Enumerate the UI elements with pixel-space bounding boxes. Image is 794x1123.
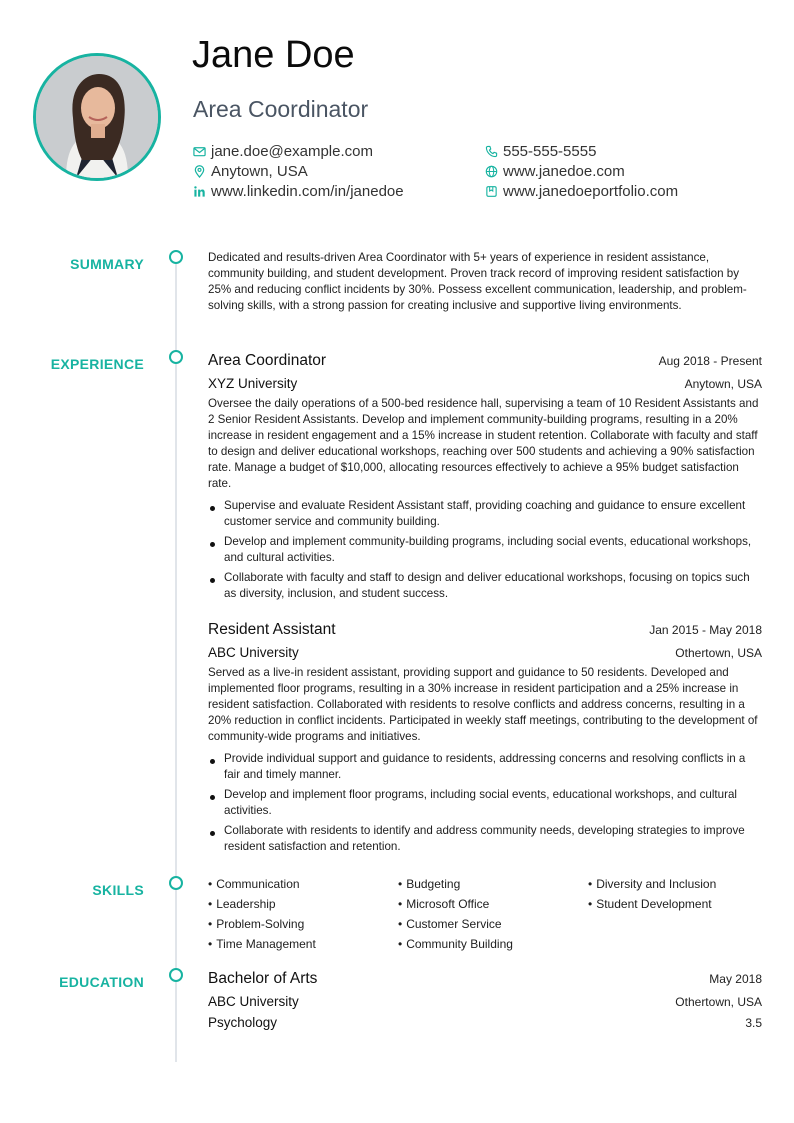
timeline-dot-skills [169,876,183,890]
job-location: Othertown, USA [675,646,762,660]
education-item [208,970,762,1030]
section-label-skills: SKILLS [92,882,144,898]
skill-item: • Leadership [208,896,398,912]
skills-section [208,876,762,952]
skill-item: • Microsoft Office [398,896,588,912]
contact-portfolio-text: www.janedoeportfolio.com [503,183,679,200]
summary-section [208,250,762,314]
timeline-line [175,262,177,1062]
job-dates: Jan 2015 - May 2018 [649,623,762,637]
section-label-summary: SUMMARY [70,256,144,272]
bullet-item: Supervise and evaluate Resident Assistant staff, providing coaching and guidance to ensure excellent customer service and community building. [208,498,762,530]
contact-portfolio[interactable] [485,183,678,200]
bullet-item: Collaborate with residents to identify and address community needs, developing strategies to improve resident satisfaction and retention. [208,823,762,855]
skill-item: • Problem-Solving [208,916,398,932]
globe-icon [485,165,498,178]
profile-photo-illustration [36,56,158,178]
timeline-dot-education [169,968,183,982]
summary-text: Dedicated and results-driven Area Coordinator with 5+ years of experience in resident assistance, community building, and student development. Proven track record of improving resident satisfaction by 25% and reducing conflict incidents by 30%. Possess excellent communication, leadership, and problem-solving skills, with a strong passion for creating inclusive and supportive living environments. [208,251,747,312]
education-field: Psychology [208,1015,278,1030]
candidate-name: Jane Doe [192,34,355,76]
timeline-dot-summary [169,250,183,264]
contact-location [193,163,308,180]
education-gpa: 3.5 [745,1016,762,1030]
mail-icon [193,145,206,158]
skill-item: • Time Management [208,936,398,952]
job-role: Area Coordinator [208,352,327,369]
job-location: Anytown, USA [684,377,762,391]
education-location: Othertown, USA [675,995,762,1009]
skill-item: • Diversity and Inclusion [588,876,762,892]
job-organization: XYZ University [208,376,298,391]
job-description: Oversee the daily operations of a 500-bed residence hall, supervising a team of 10 Resident Assistants and 2 Senior Resident Assistants. Develop and implement community-building programs, resulting in a 20% increase in resident engagement and a 15% increase in student retention. Collaborate with faculty and staff to design and deliver educational workshops, reaching over 500 students and achieving a 90% satisfaction rate. Manage a budget of $10,000, allocating resources effectively to achieve a 95% budget satisfaction rate. [208,397,759,490]
contact-website[interactable] [485,163,625,180]
profile-photo [33,53,161,181]
education-school: ABC University [208,994,299,1009]
phone-icon [485,145,498,158]
job-description: Served as a live-in resident assistant, providing support and guidance to 50 residents. Developed and implemented floor programs, resulting in a 30% increase in resident participation and a 25% increase in resident satisfaction. Collaborated with residents to resolve conflicts and address concerns, resulting in a 20% reduction in conflict incidents. Participated in weekly staff meetings, contributing to the development of community-wide programs and initiatives. [208,666,758,743]
contact-location-text: Anytown, USA [211,163,308,180]
contact-phone-text: 555-555-5555 [503,143,597,160]
skill-item: • Student Development [588,896,762,912]
skills-grid [208,876,762,952]
experience-item [208,352,762,606]
contact-email[interactable] [193,143,373,160]
bullet-item: Collaborate with faculty and staff to design and deliver educational workshops, focusing on topics such as diversity, inclusion, and student success. [208,570,762,602]
job-dates: Aug 2018 - Present [658,354,762,368]
education-degree: Bachelor of Arts [208,970,318,987]
bullet-item: Provide individual support and guidance to residents, addressing concerns and resolving conflicts in a fair and timely manner. [208,751,762,783]
contact-linkedin[interactable] [193,183,404,200]
skill-item: • Customer Service [398,916,588,932]
portfolio-icon [485,185,498,198]
timeline-dot-experience [169,350,183,364]
job-bullets [208,751,762,855]
job-organization: ABC University [208,645,299,660]
experience-item [208,621,762,859]
map-pin-icon [193,165,206,178]
section-label-education: EDUCATION [59,974,144,990]
contact-website-text: www.janedoe.com [503,163,625,180]
job-role: Resident Assistant [208,621,336,638]
candidate-title: Area Coordinator [193,96,369,122]
bullet-item: Develop and implement community-building programs, including social events, educational workshops, and cultural activities. [208,534,762,566]
education-date: May 2018 [709,972,762,986]
skill-item: • Communication [208,876,398,892]
skill-item: • Community Building [398,936,588,952]
linkedin-icon [193,185,206,198]
section-label-experience: EXPERIENCE [50,356,144,372]
contact-linkedin-text: www.linkedin.com/in/janedoe [211,183,404,200]
bullet-item: Develop and implement floor programs, including social events, educational workshops, and cultural activities. [208,787,762,819]
contact-email-text: jane.doe@example.com [211,143,373,160]
skill-item: • Budgeting [398,876,588,892]
contact-phone[interactable] [485,143,596,160]
job-bullets [208,498,762,602]
